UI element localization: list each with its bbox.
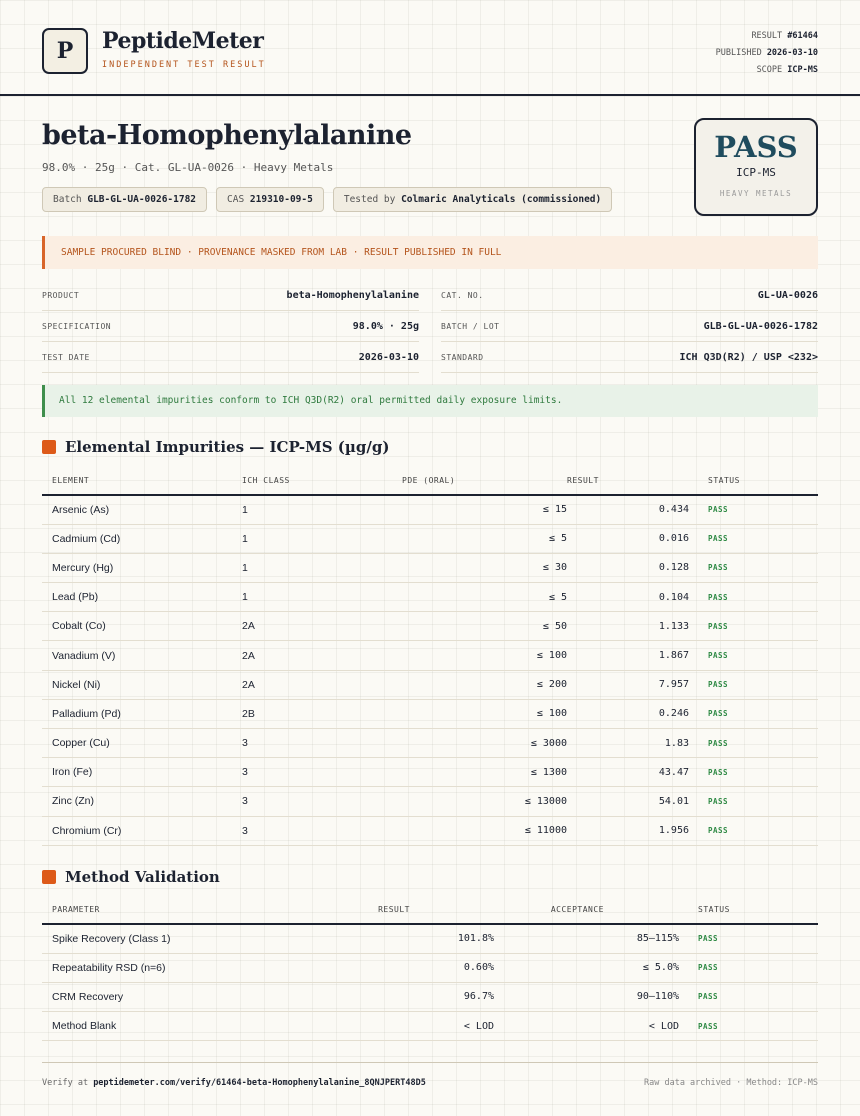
pde-limit: ≤ 5 — [402, 524, 567, 553]
blind-notice: SAMPLE PROCURED BLIND · PROVENANCE MASKED FROM LAB · RESULT PUBLISHED IN FULL — [42, 236, 818, 269]
col-ich-class: ICH CLASS — [242, 467, 402, 495]
ich-class: 1 — [242, 583, 402, 612]
scope-label: SCOPE — [756, 65, 783, 75]
info-value: 2026-03-10 — [358, 352, 419, 363]
cas-chip — [216, 187, 324, 212]
result-value: 54.01 — [567, 787, 689, 816]
element-name: Iron (Fe) — [42, 758, 242, 787]
table-row — [42, 612, 818, 641]
status-badge: PASS — [689, 524, 818, 553]
verify-text — [42, 1078, 426, 1088]
scope-value: ICP-MS — [787, 65, 818, 75]
ich-class: 2A — [242, 612, 402, 641]
result-value: 43.47 — [567, 758, 689, 787]
tested-by-chip — [333, 187, 612, 212]
table-row — [42, 729, 818, 758]
result-label: RESULT — [751, 31, 783, 41]
parameter-name: Method Blank — [42, 1012, 322, 1041]
chip-value: GLB-GL-UA-0026-1782 — [87, 194, 197, 205]
parameter-name: Repeatability RSD (n=6) — [42, 953, 322, 982]
table-row — [42, 816, 818, 845]
element-name: Vanadium (V) — [42, 641, 242, 670]
ich-class: 1 — [242, 495, 402, 524]
col-status: STATUS — [679, 896, 818, 924]
table-row — [42, 982, 818, 1011]
status-badge: PASS — [679, 953, 818, 982]
ich-class: 2B — [242, 699, 402, 728]
pde-limit: ≤ 5 — [402, 583, 567, 612]
element-name: Chromium (Cr) — [42, 816, 242, 845]
col-result: RESULT — [322, 896, 494, 924]
impurities-section-title — [42, 438, 389, 456]
table-row — [42, 641, 818, 670]
result-id: #61464 — [787, 31, 818, 41]
info-cell-batch — [441, 311, 818, 342]
footer-archive-note: Raw data archived · Method: ICP-MS — [644, 1078, 818, 1088]
acceptance-value: < LOD — [494, 1012, 679, 1041]
chip-value: Colmaric Analyticals (commissioned) — [401, 194, 602, 205]
footer-divider — [42, 1062, 818, 1063]
element-name: Palladium (Pd) — [42, 699, 242, 728]
element-name: Nickel (Ni) — [42, 670, 242, 699]
col-pde: PDE (ORAL) — [402, 467, 567, 495]
info-label: TEST DATE — [42, 353, 90, 362]
ich-class: 2A — [242, 670, 402, 699]
validation-section-title — [42, 868, 220, 886]
result-value: 101.8% — [322, 924, 494, 953]
parameter-name: CRM Recovery — [42, 982, 322, 1011]
table-row — [42, 953, 818, 982]
info-cell-date — [42, 342, 419, 373]
table-row — [42, 758, 818, 787]
ich-class: 1 — [242, 524, 402, 553]
info-cell-cat — [441, 280, 818, 311]
info-cell-standard — [441, 342, 818, 373]
table-row — [42, 787, 818, 816]
info-value: GLB-GL-UA-0026-1782 — [703, 321, 818, 332]
verify-prefix: Verify at — [42, 1078, 89, 1088]
status-badge: PASS — [679, 1012, 818, 1041]
status-badge: PASS — [689, 729, 818, 758]
ich-class: 3 — [242, 729, 402, 758]
result-value: 1.83 — [567, 729, 689, 758]
pde-limit: ≤ 13000 — [402, 787, 567, 816]
brand-name: PeptideMeter — [102, 28, 264, 54]
info-value: ICH Q3D(R2) / USP <232> — [679, 352, 818, 363]
status-badge: PASS — [689, 670, 818, 699]
result-value: 0.016 — [567, 524, 689, 553]
element-name: Copper (Cu) — [42, 729, 242, 758]
section-marker-icon — [42, 440, 56, 454]
pde-limit: ≤ 11000 — [402, 816, 567, 845]
info-row — [42, 280, 818, 311]
info-label: SPECIFICATION — [42, 322, 112, 331]
conformance-banner: All 12 elemental impurities conform to ICH Q3D(R2) oral permitted daily exposure limits. — [42, 385, 818, 417]
impurities-table — [42, 467, 818, 846]
acceptance-value: 85–115% — [494, 924, 679, 953]
verify-link[interactable]: peptidemeter.com/verify/61464-beta-Homophenylalanine_8QNJPERT48D5 — [93, 1078, 426, 1088]
info-row — [42, 342, 818, 373]
pde-limit: ≤ 50 — [402, 612, 567, 641]
status-badge: PASS — [689, 612, 818, 641]
chip-value: 219310-09-5 — [249, 194, 313, 205]
table-row — [42, 699, 818, 728]
stamp-method: ICP-MS — [736, 166, 776, 179]
acceptance-value: ≤ 5.0% — [494, 953, 679, 982]
report-meta — [716, 28, 818, 79]
table-row — [42, 553, 818, 582]
pde-limit: ≤ 30 — [402, 553, 567, 582]
status-badge: PASS — [689, 758, 818, 787]
product-chips — [42, 187, 612, 212]
col-result: RESULT — [567, 467, 689, 495]
ich-class: 1 — [242, 553, 402, 582]
table-row — [42, 495, 818, 524]
logo-letter: P — [56, 38, 74, 64]
status-badge: PASS — [689, 553, 818, 582]
result-value: 1.133 — [567, 612, 689, 641]
impurities-body — [42, 495, 818, 845]
result-value: 1.956 — [567, 816, 689, 845]
validation-title: Method Validation — [65, 868, 220, 886]
pde-limit: ≤ 3000 — [402, 729, 567, 758]
result-value: < LOD — [322, 1012, 494, 1041]
table-row — [42, 670, 818, 699]
ich-class: 3 — [242, 758, 402, 787]
status-badge: PASS — [689, 495, 818, 524]
result-value: 0.246 — [567, 699, 689, 728]
status-badge: PASS — [689, 583, 818, 612]
table-header-row — [42, 467, 818, 495]
published-date: 2026-03-10 — [766, 48, 818, 58]
pde-limit: ≤ 100 — [402, 641, 567, 670]
element-name: Cadmium (Cd) — [42, 524, 242, 553]
product-title: beta-Homophenylalanine — [42, 120, 412, 151]
status-badge: PASS — [689, 787, 818, 816]
col-acceptance: ACCEPTANCE — [494, 896, 679, 924]
info-label: STANDARD — [441, 353, 484, 362]
validation-table — [42, 896, 818, 1041]
ich-class: 3 — [242, 787, 402, 816]
table-row — [42, 524, 818, 553]
col-parameter: PARAMETER — [42, 896, 322, 924]
product-subtitle: 98.0% · 25g · Cat. GL-UA-0026 · Heavy Metals — [42, 161, 334, 174]
impurities-title: Elemental Impurities — ICP-MS (µg/g) — [65, 438, 390, 456]
info-label: CAT. NO. — [441, 291, 484, 300]
section-marker-icon — [42, 870, 56, 884]
result-value: 0.60% — [322, 953, 494, 982]
brand-tagline: INDEPENDENT TEST RESULT — [102, 60, 266, 70]
element-name: Lead (Pb) — [42, 583, 242, 612]
ich-class: 2A — [242, 641, 402, 670]
chip-label: Tested by — [343, 194, 396, 205]
info-value: beta-Homophenylalanine — [286, 290, 419, 301]
info-label: BATCH / LOT — [441, 322, 500, 331]
chip-label: CAS — [227, 194, 245, 205]
info-cell-product — [42, 280, 419, 311]
element-name: Arsenic (As) — [42, 495, 242, 524]
chip-label: Batch — [53, 194, 82, 205]
validation-body — [42, 924, 818, 1041]
logo — [42, 28, 88, 74]
col-element: ELEMENT — [42, 467, 242, 495]
ich-class: 3 — [242, 816, 402, 845]
table-header-row — [42, 896, 818, 924]
pass-stamp — [694, 118, 818, 216]
info-row — [42, 311, 818, 342]
pde-limit: ≤ 15 — [402, 495, 567, 524]
result-value: 0.434 — [567, 495, 689, 524]
stamp-scope: HEAVY METALS — [719, 189, 793, 198]
pde-limit: ≤ 200 — [402, 670, 567, 699]
acceptance-value: 90–110% — [494, 982, 679, 1011]
status-badge: PASS — [689, 816, 818, 845]
table-row — [42, 1012, 818, 1041]
info-label: PRODUCT — [42, 291, 80, 300]
result-value: 1.867 — [567, 641, 689, 670]
table-row — [42, 924, 818, 953]
status-badge: PASS — [689, 641, 818, 670]
info-value: 98.0% · 25g — [352, 321, 419, 332]
element-name: Cobalt (Co) — [42, 612, 242, 641]
result-value: 0.128 — [567, 553, 689, 582]
table-row — [42, 583, 818, 612]
result-value: 96.7% — [322, 982, 494, 1011]
element-name: Mercury (Hg) — [42, 553, 242, 582]
pde-limit: ≤ 100 — [402, 699, 567, 728]
element-name: Zinc (Zn) — [42, 787, 242, 816]
result-value: 7.957 — [567, 670, 689, 699]
status-badge: PASS — [679, 924, 818, 953]
info-value: GL-UA-0026 — [757, 290, 818, 301]
status-badge: PASS — [689, 699, 818, 728]
status-badge: PASS — [679, 982, 818, 1011]
col-status: STATUS — [689, 467, 818, 495]
report-header — [0, 0, 860, 96]
parameter-name: Spike Recovery (Class 1) — [42, 924, 322, 953]
batch-chip — [42, 187, 207, 212]
result-value: 0.104 — [567, 583, 689, 612]
published-label: PUBLISHED — [715, 48, 762, 58]
info-cell-spec — [42, 311, 419, 342]
stamp-result: PASS — [714, 130, 798, 164]
pde-limit: ≤ 1300 — [402, 758, 567, 787]
